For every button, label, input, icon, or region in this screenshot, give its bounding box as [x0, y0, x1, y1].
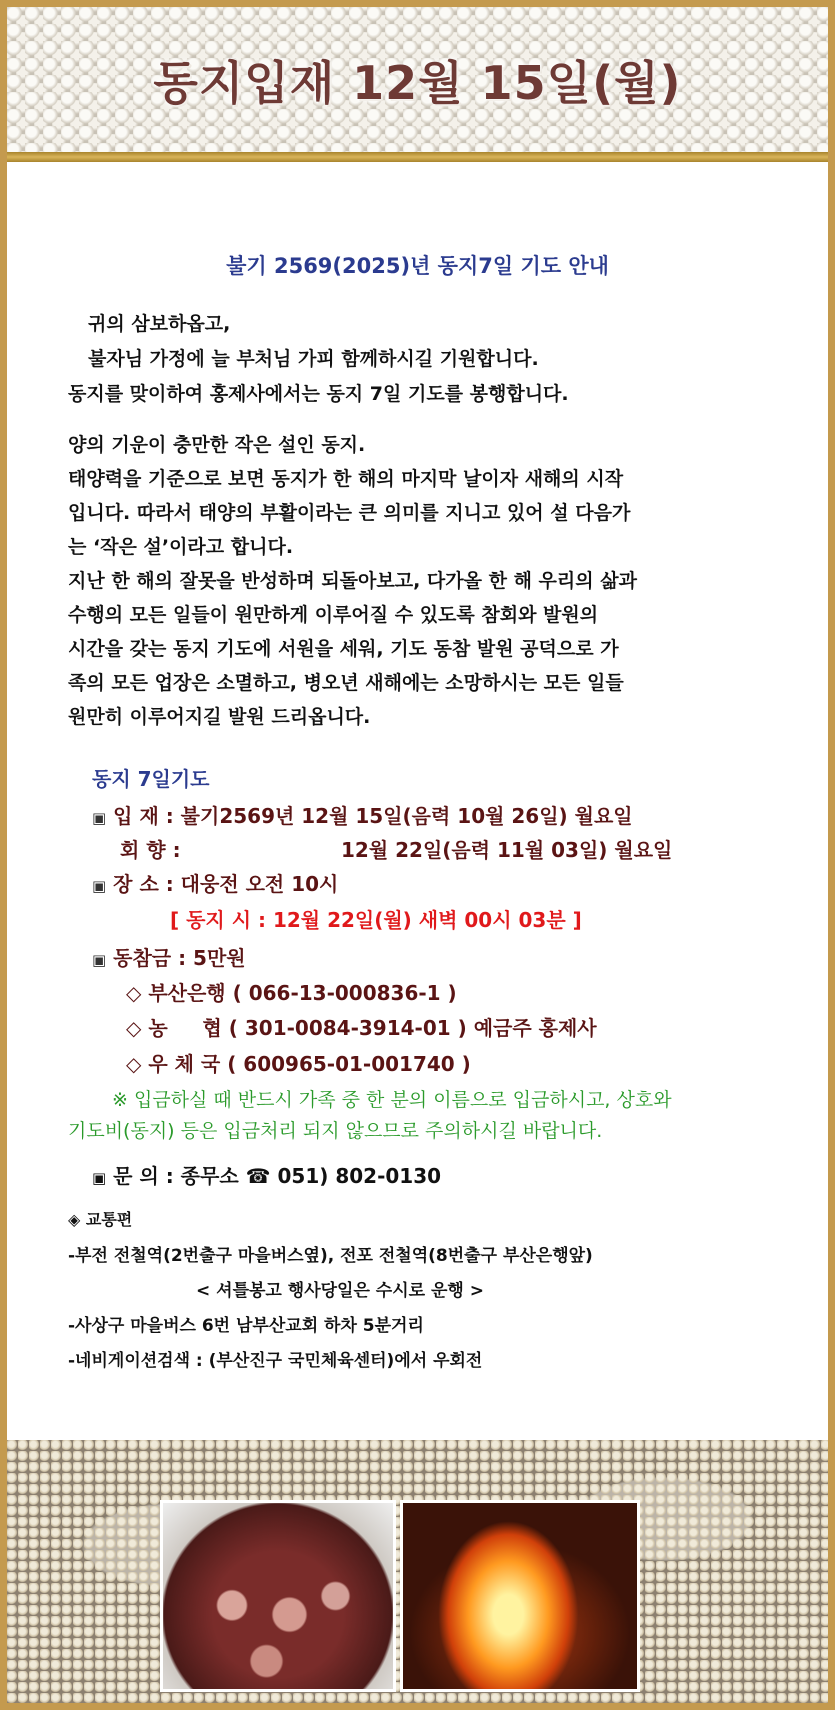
- body-line: 지난 한 해의 잘못을 반성하며 되돌아보고, 다가올 한 해 우리의 삶과: [68, 570, 637, 592]
- body-line: 족의 모든 업장은 소멸하고, 병오년 새해에는 소망하시는 모든 일들: [68, 672, 624, 694]
- transport-line: < 셔틀봉고 행사당일은 수시로 운행 >: [196, 1281, 484, 1301]
- body-line: 양의 기운이 충만한 작은 설인 동지.: [68, 434, 366, 456]
- prayer-end-label: 회 향 :: [120, 838, 181, 862]
- body-line: 는 ‘작은 설’이라고 합니다.: [68, 536, 294, 558]
- account-post: ◇ 우 체 국 ( 600965-01-001740 ): [126, 1052, 471, 1076]
- transport-line: -부전 전철역(2번출구 마을버스옆), 전포 전철역(8번출구 부산은행앞): [68, 1246, 593, 1266]
- divider: [7, 152, 828, 162]
- transport-line: -네비게이션검색 : (부산진구 국민체육센터)에서 우회전: [68, 1351, 483, 1371]
- body-line: 원만히 이루어지길 발원 드리옵니다.: [68, 706, 371, 728]
- prayer-end-value: 12월 22일(음력 11월 03일) 월요일: [341, 838, 673, 862]
- caution-line: ※ 입금하실 때 반드시 가족 중 한 분의 이름으로 입금하시고, 상호와: [112, 1089, 672, 1111]
- body-line: 수행의 모든 일들이 원만하게 이루어질 수 있도록 참회와 발원의: [68, 604, 599, 626]
- transport-line: -사상구 마을버스 6번 남부산교회 하차 5분거리: [68, 1316, 424, 1336]
- fire-photo: [400, 1500, 640, 1692]
- square-bullet-icon: ▣: [92, 1169, 107, 1187]
- place-text: 장 소 : 대웅전 오전 10시: [113, 872, 339, 896]
- notice-title: 불기 2569(2025)년 동지7일 기도 안내: [226, 254, 609, 278]
- contact: [92, 1160, 441, 1189]
- body-line: 입니다. 따라서 태양의 부활이라는 큰 의미를 지니고 있어 설 다음가: [68, 502, 631, 524]
- header-banner: [7, 7, 828, 155]
- body-line: 태양력을 기준으로 보면 동지가 한 해의 마지막 날이자 새해의 시작: [68, 468, 624, 490]
- greeting-line: 귀의 삼보하옵고,: [88, 313, 231, 335]
- square-bullet-icon: ▣: [92, 877, 107, 895]
- transport-heading: ◈ 교통편: [68, 1210, 133, 1229]
- prayer-fee: [92, 942, 246, 971]
- red-bean-porridge-photo: [160, 1500, 396, 1692]
- caution-line: 기도비(동지) 등은 입금처리 되지 않으므로 주의하시길 바랍니다.: [68, 1120, 603, 1142]
- contact-text: 문 의 : 종무소 ☎ 051) 802-0130: [113, 1164, 442, 1188]
- start-text: 입 재 : 불기2569년 12월 15일(음력 10월 26일) 월요일: [113, 804, 633, 828]
- fee-text: 동참금 : 5만원: [113, 946, 246, 970]
- greeting-line: 불자님 가정에 늘 부처님 가피 함께하시길 기원합니다.: [88, 348, 539, 370]
- prayer-place: [92, 868, 338, 897]
- solstice-time: [ 동지 시 : 12월 22일(월) 새벽 00시 03분 ]: [170, 908, 582, 932]
- account-busan: ◇ 부산은행 ( 066-13-000836-1 ): [126, 981, 457, 1005]
- square-bullet-icon: ▣: [92, 951, 107, 969]
- square-bullet-icon: ▣: [92, 809, 107, 827]
- banner-title: 동지입재 12월 15일(월): [153, 56, 682, 110]
- account-nonghyup: ◇ 농 협 ( 301-0084-3914-01 ) 예금주 홍제사: [126, 1016, 597, 1040]
- greeting-line: 동지를 맞이하여 홍제사에서는 동지 7일 기도를 봉행합니다.: [68, 383, 569, 405]
- body-line: 시간을 갖는 동지 기도에 서원을 세워, 기도 동참 발원 공덕으로 가: [68, 638, 619, 660]
- prayer-heading: 동지 7일기도: [92, 767, 210, 791]
- prayer-start: [92, 800, 633, 829]
